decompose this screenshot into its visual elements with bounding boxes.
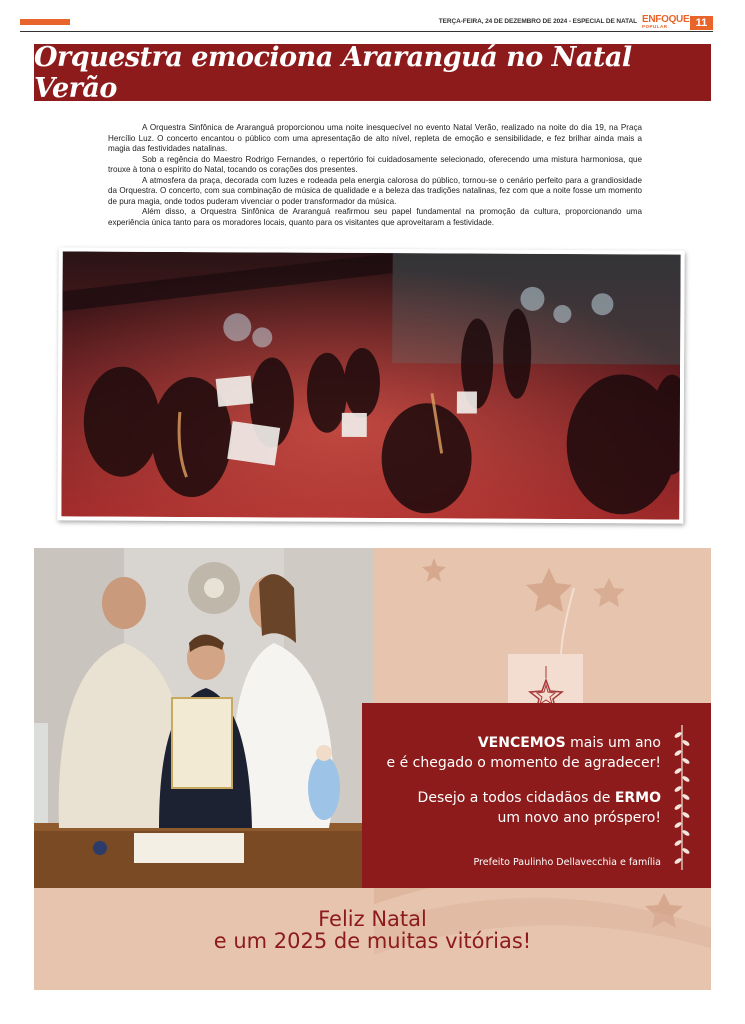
- greeting-lines-2: [418, 788, 661, 828]
- greeting-panel: [362, 703, 711, 888]
- holiday-wish-line-1: Feliz Natal: [318, 907, 427, 931]
- family-photo-image: [34, 548, 374, 888]
- greeting-line-2: e é chegado o momento de agradecer!: [386, 755, 661, 771]
- greeting-line-1: mais um ano: [565, 735, 661, 751]
- greeting-line-3: Desejo a todos cidadãos de: [417, 790, 615, 806]
- greeting-highlight-1: VENCEMOS: [477, 735, 566, 751]
- article-body: [108, 123, 642, 228]
- greeting-line-4: um novo ano próspero!: [497, 810, 661, 826]
- orchestra-photo-image: [61, 251, 680, 519]
- page-number: 11: [690, 16, 713, 30]
- header-date-section: TERÇA-FEIRA, 24 DE DEZEMBRO DE 2024 - ESPECIAL DE NATAL: [438, 18, 637, 25]
- holiday-greeting-ad: [34, 548, 711, 990]
- brand-subname: POPULAR: [642, 24, 668, 29]
- header-divider: [20, 31, 713, 32]
- article-headline: Orquestra emociona Araranguá no Natal Verão: [34, 41, 632, 104]
- holiday-wish-line-2: e um 2025 de muitas vitórias!: [213, 929, 532, 953]
- greeting-lines-1: [387, 733, 661, 773]
- article-paragraph: Sob a regência do Maestro Rodrigo Fernandes, o repertório foi cuidadosamente selecionado, oferecendo uma mistura harmoniosa, que trouxe à tona o espírito do Natal, tocando os corações dos presentes.: [108, 154, 642, 174]
- header-accent-bar: [20, 19, 70, 25]
- brand-name: ENFOQUE: [642, 14, 690, 25]
- laurel-branch-icon: [673, 725, 691, 870]
- holiday-wish: [34, 908, 711, 952]
- article-paragraph: A atmosfera da praça, decorada com luzes e rodeada pela energia calorosa do público, tornou-se o cenário perfeito para a grandiosidade da Orquestra. O concerto, com sua combinação de música de qualidade e a beleza das tradições natalinas, fez com que a noite fosse um momento de pura magia, onde todos puderam vivenciar o poder transformador da música.: [108, 175, 642, 206]
- article-paragraph: A Orquestra Sinfônica de Araranguá proporcionou uma noite inesquecível no evento Natal Verão, realizado na noite do dia 19, na Praça Hercílio Luz. O concerto encantou o público com uma apresentação de alto nível, repleta de emoção e sensibilidade, e fez brilhar ainda mais a magia das festividades natalinas.: [108, 123, 642, 153]
- brand-logo[interactable]: [642, 15, 689, 30]
- greeting-signature: Prefeito Paulinho Dellavecchia e família: [473, 857, 661, 868]
- article-paragraph: Além disso, a Orquestra Sinfônica de Araranguá reafirmou seu papel fundamental na promoção da cultura, proporcionando uma experiência única tanto para os moradores locais, quanto para os visitantes que aproveitaram a festividade.: [108, 207, 642, 227]
- headline-banner: [34, 41, 711, 104]
- greeting-highlight-2: ERMO: [614, 790, 661, 806]
- family-photo: [34, 548, 374, 888]
- orchestra-photo: [57, 247, 684, 523]
